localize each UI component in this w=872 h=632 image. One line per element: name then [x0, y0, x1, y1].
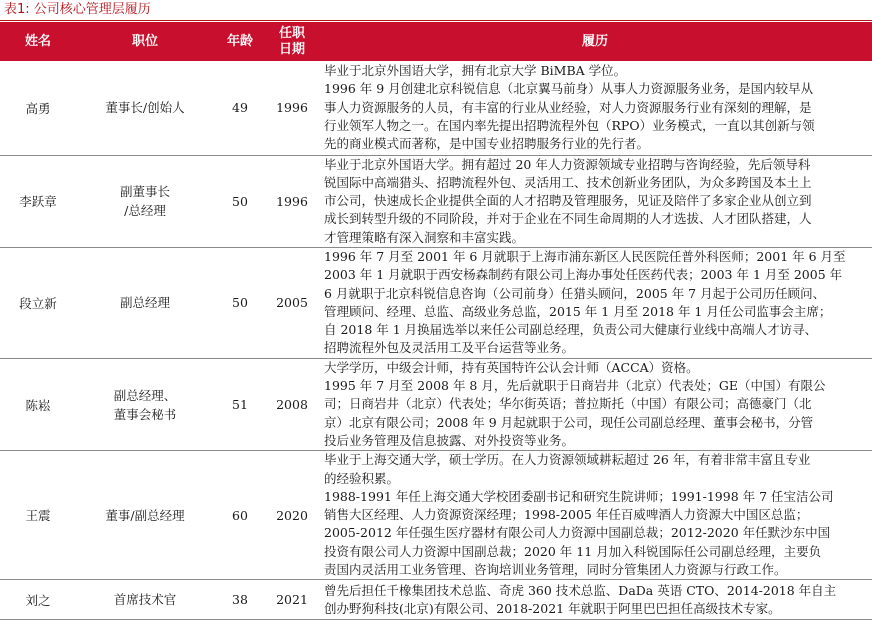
resume-line: 行业领军人物之一。在国内率先提出招聘流程外包（RPO）业务模式，一直以其创新与领	[324, 117, 815, 133]
header-age: 年龄	[214, 22, 266, 61]
cell-resume	[318, 358, 872, 450]
position-line: 董事/副总经理	[105, 507, 185, 523]
position-line: /总经理	[124, 203, 166, 219]
cell-tenure: 2005	[266, 247, 318, 358]
header-tenure-line1: 任职	[278, 25, 305, 41]
resume-line: 毕业于北京外国语大学。拥有超过 20 年人力资源领域专业招聘与咨询经验，先后领导科	[324, 156, 811, 172]
header-tenure	[266, 22, 318, 61]
header-tenure-line2: 日期	[278, 41, 305, 57]
cell-name: 王震	[0, 451, 76, 580]
cell-age: 49	[214, 61, 266, 155]
cell-age: 50	[214, 247, 266, 358]
position-line: 董事长/创始人	[105, 100, 185, 116]
cell-tenure: 2021	[266, 580, 318, 620]
cell-name: 李跃章	[0, 155, 76, 247]
resume-line: 2005-2012 年任强生医疗器材有限公司人力资源中国副总裁；2012-2020 年任默沙东中国	[324, 525, 831, 541]
cell-resume	[318, 155, 872, 247]
resume-line: 1996 年 7 月至 2001 年 6 月就职于上海市浦东新区人民医院任普外科医师；2001 年 6 月至	[324, 248, 846, 264]
cell-resume	[318, 580, 872, 620]
cell-position	[76, 451, 214, 580]
resume-line: 市公司，快速成长企业提供全面的人才招聘及管理服务，见证及陪伴了多家企业从创立到	[324, 193, 812, 209]
resume-line: 1995 年 7 月至 2008 年 8 月，先后就职于日商岩井（北京）代表处；GE（中国）有限公	[324, 378, 826, 394]
resume-line: 事人力资源服务的人员，有丰富的行业从业经验，对人力资源服务行业有深刻的理解，是	[324, 99, 812, 115]
resume-line: 投资有限公司人力资源中国副总裁；2020 年 11 月加入科锐国际任公司副总经理，主要负	[324, 543, 822, 559]
cell-position	[76, 580, 214, 620]
cell-age: 38	[214, 580, 266, 620]
resume-line: 毕业于北京外国语大学，拥有北京大学 BiMBA 学位。	[324, 63, 627, 78]
cell-age: 50	[214, 155, 266, 247]
cell-position	[76, 247, 214, 358]
resume-line: 才管理策略有深入洞察和丰富实践。	[324, 229, 525, 245]
resume-line: 成长到转型升级的不同阶段，并对于企业在不同生命周期的人才选拔、人才团队搭建，人	[324, 211, 812, 227]
resume-line: 自 2018 年 1 月换届选举以来任公司副总经理，负责公司大健康行业线中高端人才访寻、	[324, 322, 818, 338]
table-row	[0, 247, 872, 358]
cell-resume	[318, 247, 872, 358]
header-row	[0, 22, 872, 61]
position-line: 首席技术官	[113, 592, 177, 608]
cell-name: 高勇	[0, 61, 76, 155]
resume-line: 先的商业模式而著称，是中国专业招聘服务行业的先行者。	[324, 136, 650, 152]
resume-line: 招聘流程外包及灵活用工及平台运营等业务。	[324, 340, 575, 356]
resume-line: 6 月就职于北京科锐信息咨询（公司前身）任猎头顾问，2005 年 7 月起于公司历任顾问、	[324, 285, 826, 301]
cell-name: 刘之	[0, 580, 76, 620]
position-line: 副总经理、	[113, 387, 177, 403]
header-position: 职位	[76, 22, 214, 61]
cell-age: 51	[214, 358, 266, 450]
resume-line: 曾先后担任千橡集团技术总监、奇虎 360 技术总监、DaDa 英语 CTO、2014-2018 年自主	[324, 582, 837, 598]
resume-line: 司；日商岩井（北京）代表处；华尔街英语；普拉斯托（中国）有限公司；高德豪门（北	[324, 396, 812, 412]
cell-position	[76, 61, 214, 155]
position-line: 副总经理	[119, 295, 170, 311]
table-row	[0, 61, 872, 155]
table-row	[0, 358, 872, 450]
cell-tenure: 1996	[266, 61, 318, 155]
position-line: 董事会秘书	[113, 406, 177, 422]
header-resume: 履历	[318, 22, 872, 61]
resume-line: 1988-1991 年任上海交通大学校团委副书记和研究生院讲师；1991-1998 年 7 任宝洁公司	[324, 488, 834, 504]
cell-resume	[318, 451, 872, 580]
resume-line: 毕业于上海交通大学，硕士学历。在人力资源领域耕耘超过 26 年，有着非常丰富且专业	[324, 452, 811, 468]
resume-line: 锐国际中高端猎头、招聘流程外包、灵活用工、技术创新业务团队，为众多跨国及本土上	[324, 174, 812, 190]
resume-line: 创办野狗科技(北京)有限公司、2018-2021 年就职于阿里巴巴担任高级技术专家。	[324, 600, 781, 616]
resume-line: 京）北京有限公司；2008 年 9 月起就职于公司，现任公司副总经理、董事会秘书，分管	[324, 414, 814, 430]
cell-name: 段立新	[0, 247, 76, 358]
caption-rule	[0, 20, 872, 21]
cell-tenure: 2020	[266, 451, 318, 580]
resume-line: 大学学历，中级会计师，持有英国特许公认会计师（ACCA）资格。	[324, 359, 699, 375]
table-row	[0, 451, 872, 580]
header-name: 姓名	[0, 22, 76, 61]
cell-position	[76, 358, 214, 450]
cell-tenure: 1996	[266, 155, 318, 247]
table-row	[0, 155, 872, 247]
management-table	[0, 22, 872, 620]
cell-tenure: 2008	[266, 358, 318, 450]
resume-line: 责国内灵活用工业务管理、咨询培训业务管理，同时分管集团人力资源与行政工作。	[324, 562, 787, 578]
resume-line: 的经验积累。	[324, 470, 400, 486]
resume-line: 1996 年 9 月创建北京科锐信息（北京翼马前身）从事人力资源服务业务，是国内较早从	[324, 81, 814, 97]
cell-age: 60	[214, 451, 266, 580]
resume-line: 管理顾问、经理、总监、高级业务总监，2015 年 1 月至 2018 年 1 月任公司监事会主席；	[324, 303, 832, 319]
resume-line: 2003 年 1 月就职于西安杨森制药有限公司上海办事处任医药代表；2003 年 1 月至 2005 年	[324, 267, 843, 283]
table-caption: 表1: 公司核心管理层履历	[4, 2, 151, 17]
resume-line: 投后业务管理及信息披露、对外投资等业务。	[324, 432, 575, 448]
resume-line: 销售大区经理、人力资源资深经理；1998-2005 年任百威啤酒人力资源大中国区总监；	[324, 507, 809, 523]
cell-name: 陈崧	[0, 358, 76, 450]
table-row	[0, 580, 872, 620]
position-line: 副董事长	[119, 184, 170, 200]
cell-position	[76, 155, 214, 247]
cell-resume	[318, 61, 872, 155]
